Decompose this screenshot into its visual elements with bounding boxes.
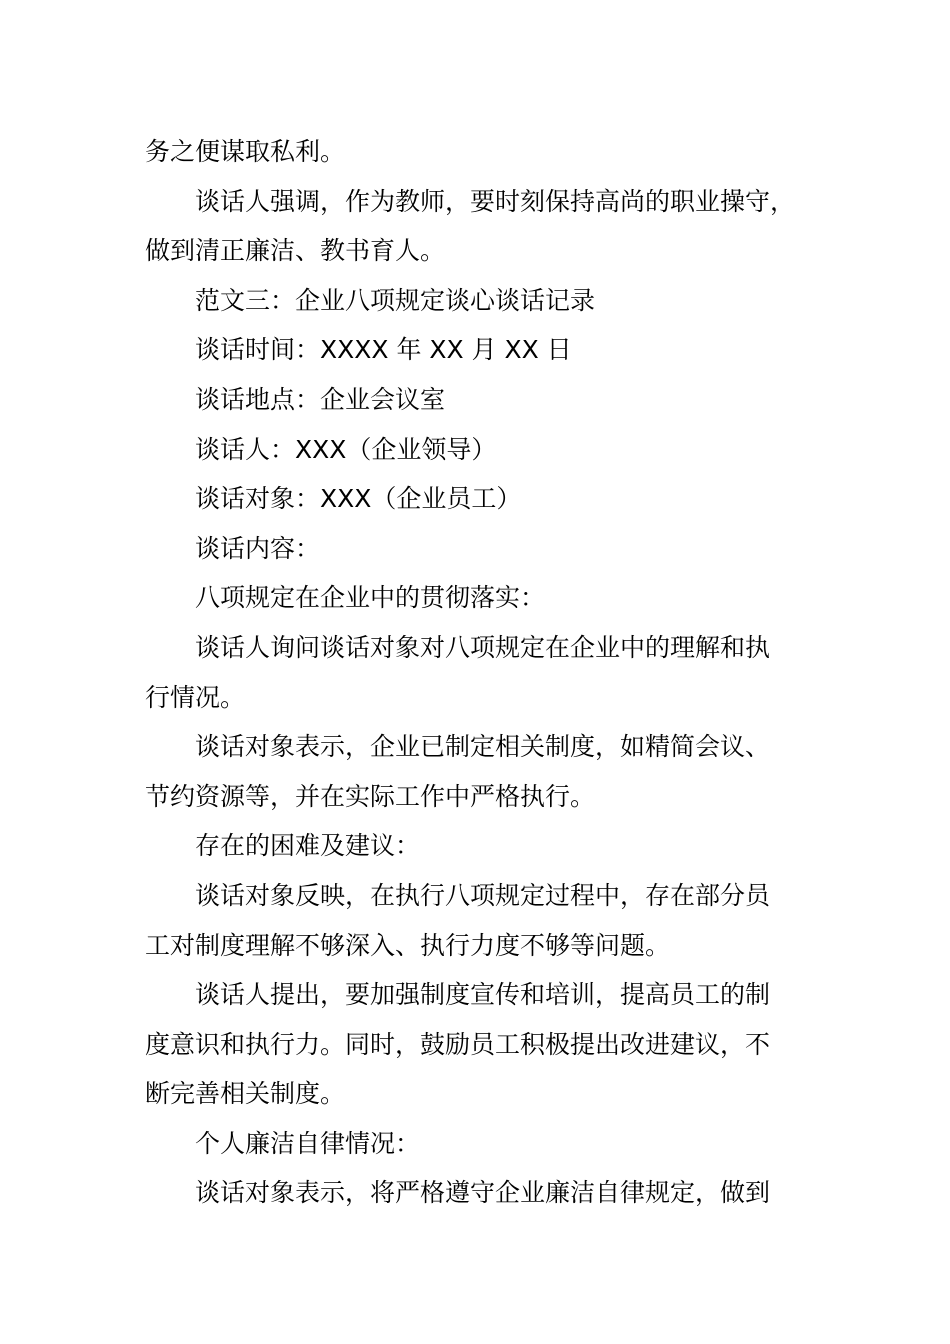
subheading: 八项规定在企业中的贯彻落实： bbox=[195, 583, 546, 613]
document-body bbox=[145, 127, 835, 1218]
subheading: 个人廉洁自律情况： bbox=[195, 1128, 421, 1158]
text-line: 谈话对象表示，将严格遵守企业廉洁自律规定，做到 bbox=[195, 1178, 771, 1208]
text-line: 谈话人提出，要加强制度宣传和培训，提高员工的制 bbox=[195, 980, 771, 1010]
subheading: 存在的困难及建议： bbox=[195, 831, 421, 861]
text-line: 做到清正廉洁、教书育人。 bbox=[145, 236, 446, 266]
text-line: 务之便谋取私利。 bbox=[145, 137, 346, 166]
section-heading: 范文三：企业八项规定谈心谈话记录 bbox=[195, 285, 596, 315]
text-line: 谈话对象反映，在执行八项规定过程中，存在部分员 bbox=[195, 880, 771, 910]
text-line: 工对制度理解不够深入、执行力度不够等问题。 bbox=[145, 930, 671, 960]
interviewee: 谈话对象：XXX（企业员工） bbox=[195, 484, 522, 514]
meeting-place: 谈话地点：企业会议室 bbox=[195, 384, 446, 414]
text-line: 谈话人询问谈话对象对八项规定在企业中的理解和执 bbox=[195, 632, 771, 662]
text-line: 谈话对象表示，企业已制定相关制度，如精简会议、 bbox=[195, 732, 771, 762]
text-line: 节约资源等，并在实际工作中严格执行。 bbox=[145, 781, 596, 811]
text-line: 行情况。 bbox=[145, 682, 246, 712]
text-line: 度意识和执行力。同时，鼓励员工积极提出改进建议，不 bbox=[145, 1029, 771, 1059]
text-line: 谈话人强调，作为教师，要时刻保持高尚的职业操守， bbox=[195, 186, 796, 216]
content-label: 谈话内容： bbox=[195, 533, 321, 563]
text-line: 断完善相关制度。 bbox=[145, 1079, 346, 1109]
interviewer: 谈话人：XXX（企业领导） bbox=[195, 434, 497, 464]
meeting-time: 谈话时间：XXXX 年 XX 月 XX 日 bbox=[195, 335, 572, 365]
